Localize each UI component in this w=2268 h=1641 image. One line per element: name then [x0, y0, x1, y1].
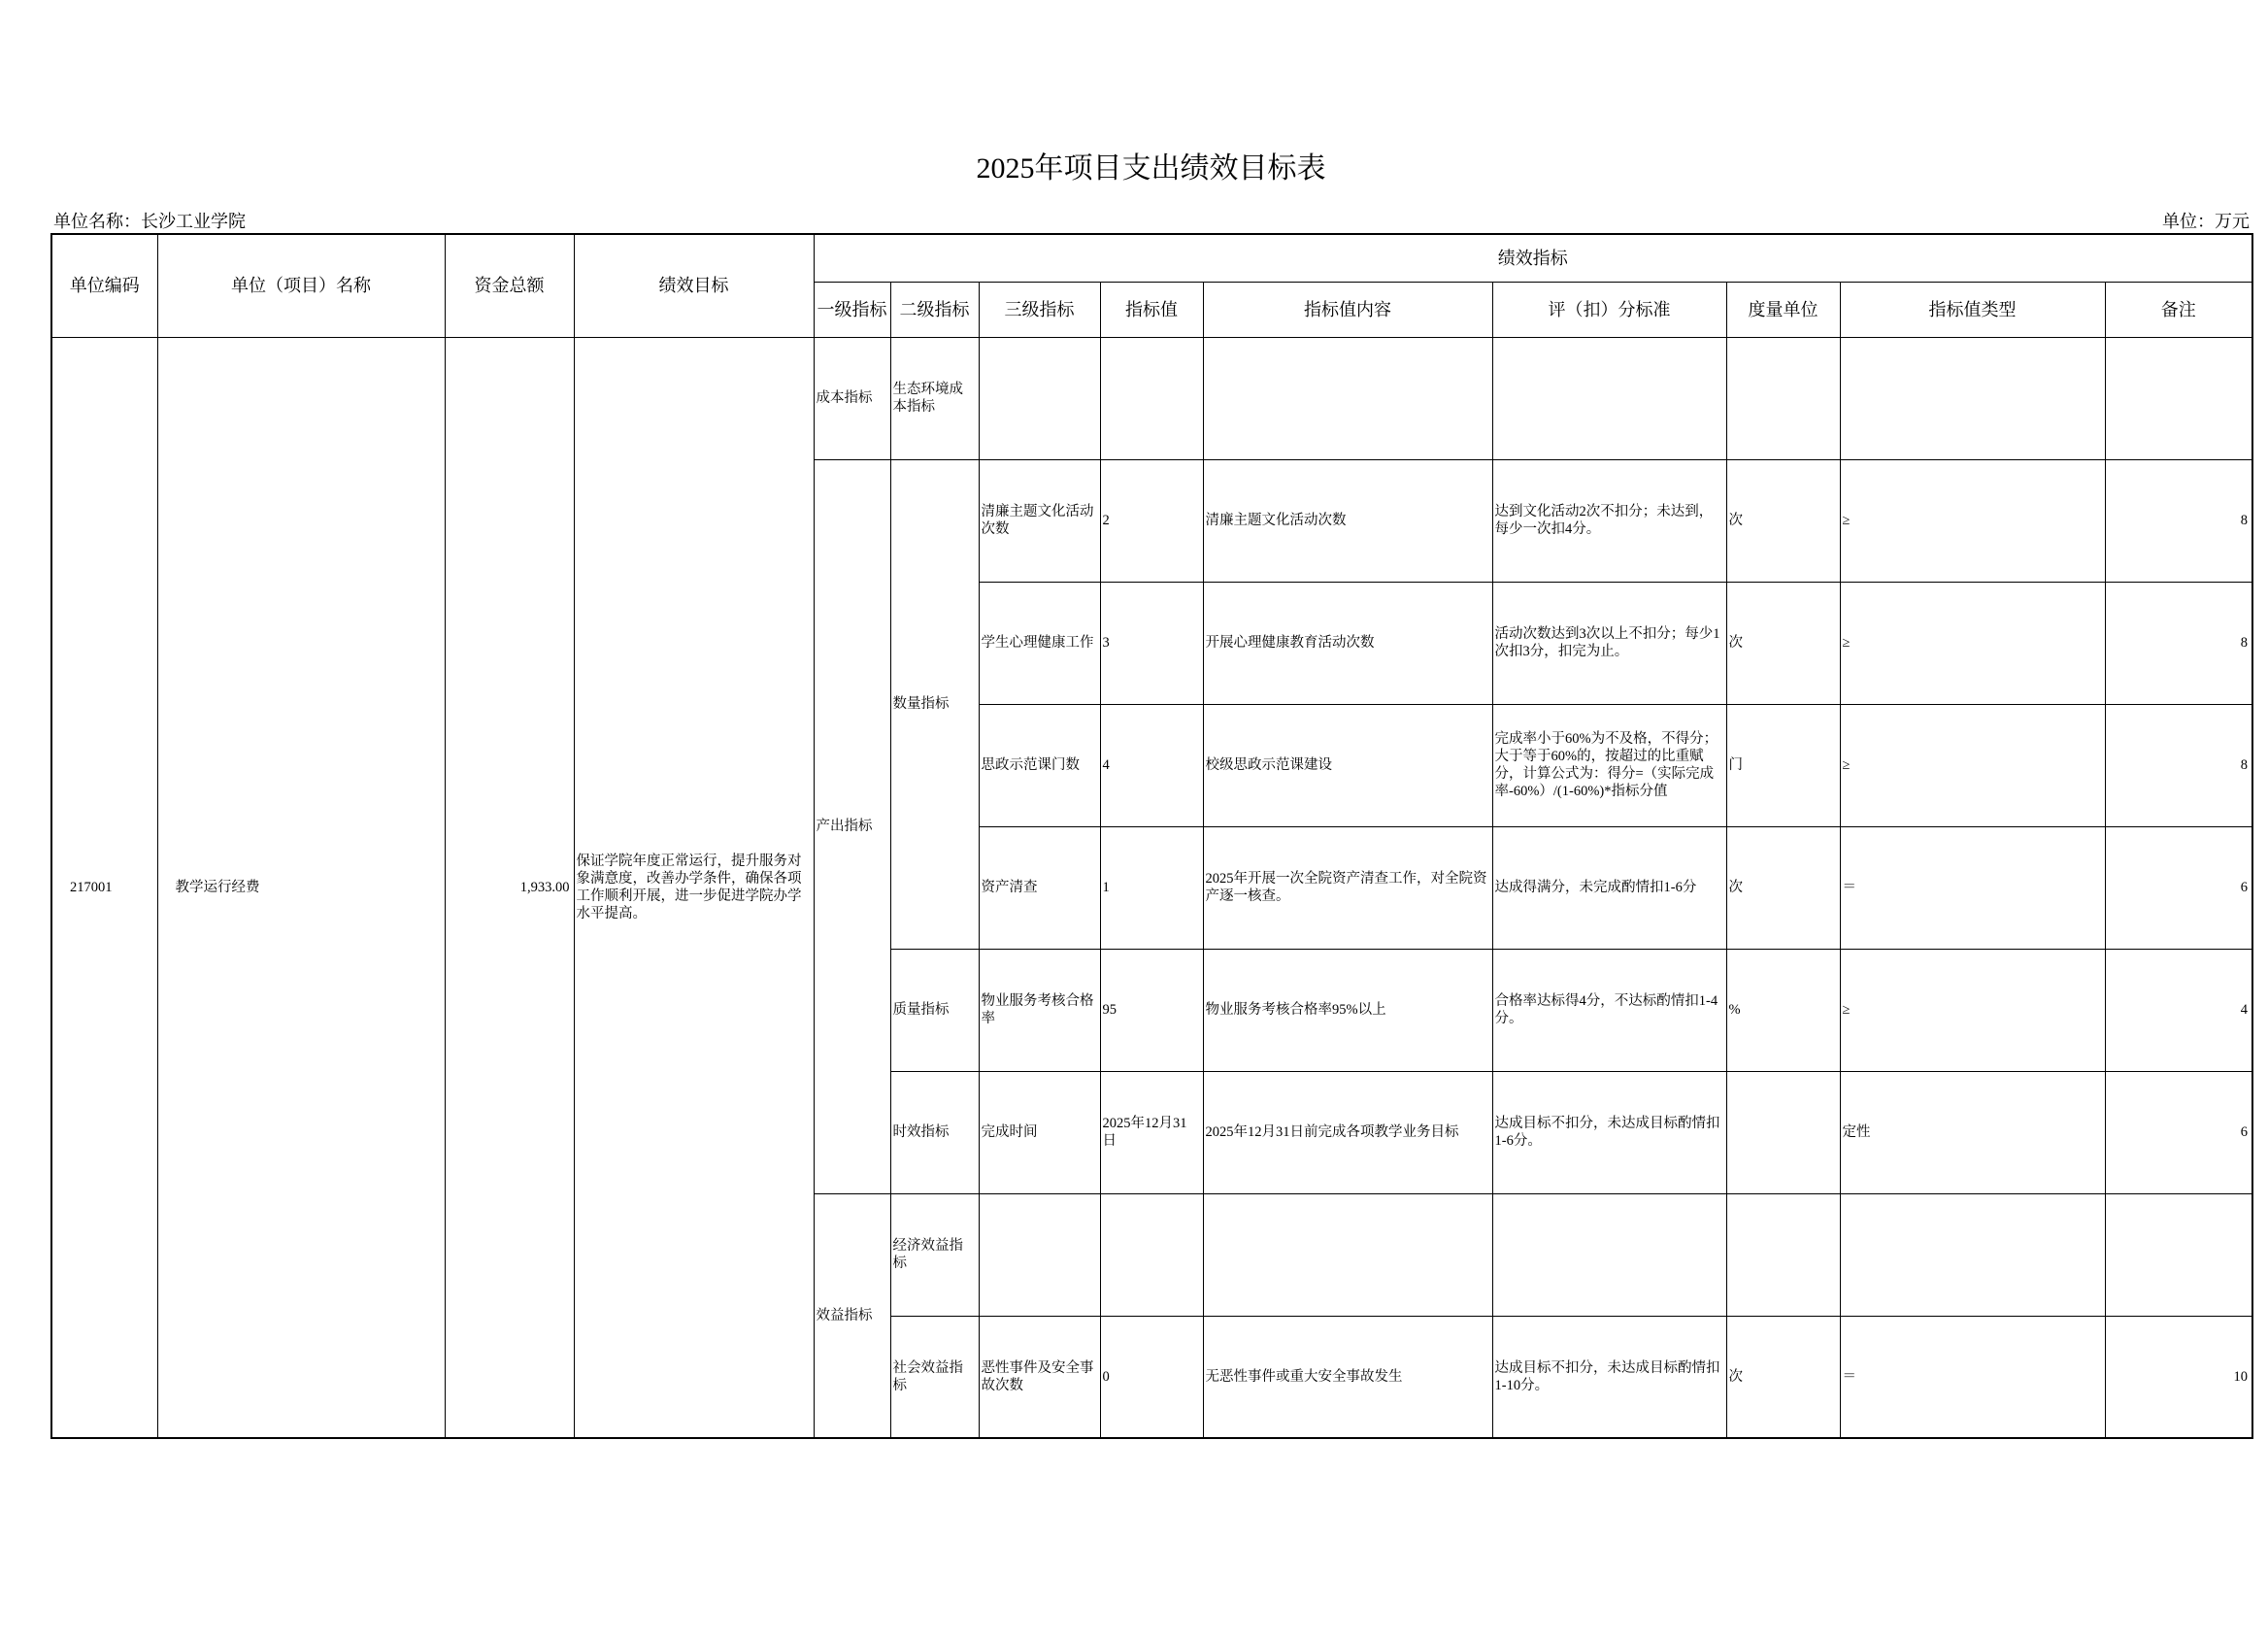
- performance-target-table: [50, 233, 2253, 1439]
- value-type-cell: ≥: [1840, 582, 2105, 704]
- header-total-funds: 资金总额: [445, 234, 574, 337]
- remarks-cell: [2105, 1193, 2252, 1316]
- indicator-value-cell: 3: [1100, 582, 1203, 704]
- header-level3-indicator: 三级指标: [979, 282, 1100, 337]
- scoring-standard-cell: 达成目标不扣分，未达成目标酌情扣1-10分。: [1492, 1316, 1726, 1438]
- header-project-name: 单位（项目）名称: [157, 234, 445, 337]
- level3-indicator-cell: 资产清查: [979, 826, 1100, 949]
- header-measure-unit: 度量单位: [1726, 282, 1840, 337]
- level2-indicator-cell: 质量指标: [890, 949, 979, 1071]
- level3-indicator-cell: 恶性事件及安全事故次数: [979, 1316, 1100, 1438]
- header-row: [51, 234, 2252, 282]
- level3-indicator-cell: 学生心理健康工作: [979, 582, 1100, 704]
- measure-unit-cell: 次: [1726, 1316, 1840, 1438]
- indicator-value-cell: 95: [1100, 949, 1203, 1071]
- scoring-standard-cell: 合格率达标得4分，不达标酌情扣1-4分。: [1492, 949, 1726, 1071]
- header-performance-goal: 绩效目标: [574, 234, 814, 337]
- measure-unit-cell: 次: [1726, 582, 1840, 704]
- measure-unit-cell: 次: [1726, 826, 1840, 949]
- scoring-standard-cell: 完成率小于60%为不及格，不得分；大于等于60%的，按超过的比重赋分，计算公式为：得分=（实际完成率-60%）/(1-60%)*指标分值: [1492, 704, 1726, 826]
- measure-unit-cell: [1726, 1193, 1840, 1316]
- level3-indicator-cell: 清廉主题文化活动次数: [979, 459, 1100, 582]
- measure-unit-cell: [1726, 337, 1840, 459]
- page-title: 2025年项目支出绩效目标表: [976, 152, 1326, 184]
- scoring-standard-cell: [1492, 337, 1726, 459]
- remarks-cell: 4: [2105, 949, 2252, 1071]
- level3-indicator-cell: [979, 1193, 1100, 1316]
- level1-indicator-cell: 效益指标: [814, 1193, 890, 1438]
- header-indicator-content: 指标值内容: [1203, 282, 1492, 337]
- value-type-cell: [1840, 1193, 2105, 1316]
- level1-indicator-cell: 成本指标: [814, 337, 890, 459]
- indicator-content-cell: 开展心理健康教育活动次数: [1203, 582, 1492, 704]
- value-type-cell: ＝: [1840, 1316, 2105, 1438]
- remarks-cell: 8: [2105, 459, 2252, 582]
- performance-goal-cell: 保证学院年度正常运行，提升服务对象满意度，改善办学条件，确保各项工作顺利开展，进一步促进学院办学水平提高。: [574, 337, 814, 1438]
- indicator-content-cell: 清廉主题文化活动次数: [1203, 459, 1492, 582]
- unit-code-cell: 217001: [51, 337, 157, 1438]
- scoring-standard-cell: 达成得满分，未完成酌情扣1-6分: [1492, 826, 1726, 949]
- remarks-cell: 8: [2105, 704, 2252, 826]
- project-name-cell: 教学运行经费: [157, 337, 445, 1438]
- header-indicator-value: 指标值: [1100, 282, 1203, 337]
- indicator-content-cell: [1203, 337, 1492, 459]
- remarks-cell: [2105, 337, 2252, 459]
- scoring-standard-cell: 达成目标不扣分，未达成目标酌情扣1-6分。: [1492, 1071, 1726, 1193]
- header-performance-indicators: 绩效指标: [814, 234, 2252, 282]
- indicator-content-cell: 2025年12月31日前完成各项教学业务目标: [1203, 1071, 1492, 1193]
- measure-unit-cell: [1726, 1071, 1840, 1193]
- indicator-value-cell: 4: [1100, 704, 1203, 826]
- remarks-cell: 6: [2105, 1071, 2252, 1193]
- value-type-cell: ≥: [1840, 459, 2105, 582]
- measure-unit-cell: 门: [1726, 704, 1840, 826]
- currency-unit-label: 单位：万元: [2162, 212, 2250, 231]
- indicator-value-cell: 2: [1100, 459, 1203, 582]
- indicator-content-cell: 物业服务考核合格率95%以上: [1203, 949, 1492, 1071]
- level2-indicator-cell: 生态环境成本指标: [890, 337, 979, 459]
- measure-unit-cell: 次: [1726, 459, 1840, 582]
- level3-indicator-cell: 思政示范课门数: [979, 704, 1100, 826]
- unit-name-label: 单位名称：长沙工业学院: [53, 212, 246, 231]
- indicator-content-cell: 校级思政示范课建设: [1203, 704, 1492, 826]
- header-unit-code: 单位编码: [51, 234, 157, 337]
- measure-unit-cell: %: [1726, 949, 1840, 1071]
- remarks-cell: 10: [2105, 1316, 2252, 1438]
- indicator-content-cell: 无恶性事件或重大安全事故发生: [1203, 1316, 1492, 1438]
- value-type-cell: [1840, 337, 2105, 459]
- header-remarks: 备注: [2105, 282, 2252, 337]
- header-value-type: 指标值类型: [1840, 282, 2105, 337]
- indicator-value-cell: [1100, 1193, 1203, 1316]
- level1-indicator-cell: 产出指标: [814, 459, 890, 1193]
- indicator-value-cell: 2025年12月31日: [1100, 1071, 1203, 1193]
- scoring-standard-cell: 活动次数达到3次以上不扣分；每少1次扣3分，扣完为止。: [1492, 582, 1726, 704]
- scoring-standard-cell: [1492, 1193, 1726, 1316]
- level2-indicator-cell: 社会效益指标: [890, 1316, 979, 1438]
- table-row: [51, 337, 2252, 459]
- level2-indicator-cell: 时效指标: [890, 1071, 979, 1193]
- total-funds-cell: 1,933.00: [445, 337, 574, 1438]
- remarks-cell: 6: [2105, 826, 2252, 949]
- level2-indicator-cell: 数量指标: [890, 459, 979, 949]
- value-type-cell: ≥: [1840, 949, 2105, 1071]
- indicator-value-cell: 1: [1100, 826, 1203, 949]
- value-type-cell: ＝: [1840, 826, 2105, 949]
- indicator-content-cell: [1203, 1193, 1492, 1316]
- indicator-value-cell: 0: [1100, 1316, 1203, 1438]
- level3-indicator-cell: 完成时间: [979, 1071, 1100, 1193]
- indicator-content-cell: 2025年开展一次全院资产清查工作，对全院资产逐一核查。: [1203, 826, 1492, 949]
- header-scoring-standard: 评（扣）分标准: [1492, 282, 1726, 337]
- scoring-standard-cell: 达到文化活动2次不扣分；未达到，每少一次扣4分。: [1492, 459, 1726, 582]
- level3-indicator-cell: [979, 337, 1100, 459]
- header-level2-indicator: 二级指标: [890, 282, 979, 337]
- value-type-cell: 定性: [1840, 1071, 2105, 1193]
- level3-indicator-cell: 物业服务考核合格率: [979, 949, 1100, 1071]
- level2-indicator-cell: 经济效益指标: [890, 1193, 979, 1316]
- header-level1-indicator: 一级指标: [814, 282, 890, 337]
- remarks-cell: 8: [2105, 582, 2252, 704]
- value-type-cell: ≥: [1840, 704, 2105, 826]
- indicator-value-cell: [1100, 337, 1203, 459]
